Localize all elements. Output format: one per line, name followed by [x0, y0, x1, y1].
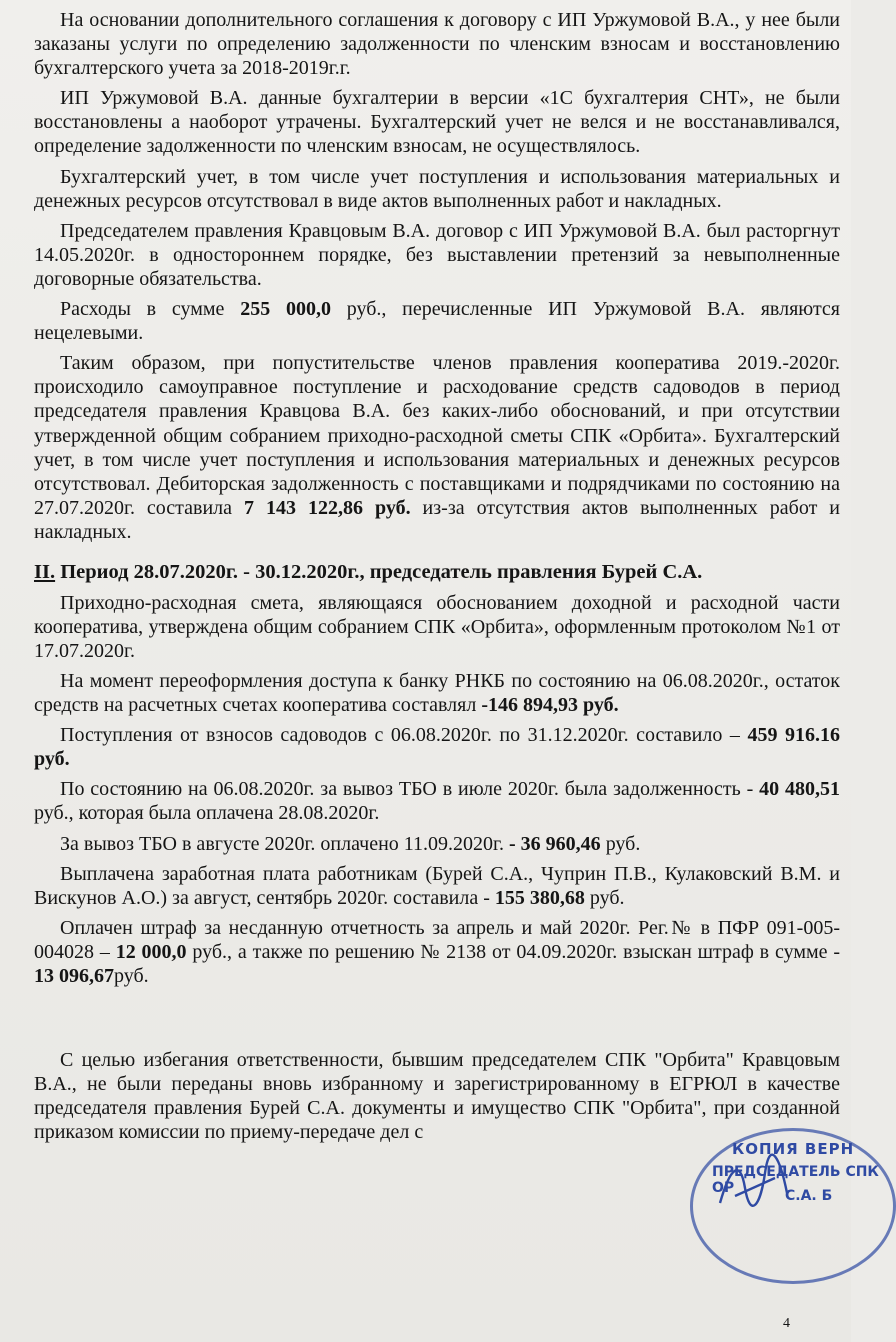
- stamp-line-2: ПРЕДСЕДАТЕЛЬ СПК ОР: [712, 1164, 879, 1196]
- text-span: руб.: [600, 832, 641, 855]
- text-span: Выплачена заработная плата работникам (Бурей С.А., Чуприн П.В., Кулаковский В.М. и Вискунов А.О.) за август, сентябрь 2020г. составила -: [34, 862, 840, 909]
- paragraph-3: Бухгалтерский учет, в том числе учет поступления и использования материальных и денежных ресурсов отсутствовал в виде актов выполненных работ и накладных.: [34, 165, 840, 212]
- section-paragraph-7: [34, 916, 840, 988]
- paragraph-6: [34, 351, 840, 544]
- amount-tbo-august: - 36 960,46: [509, 832, 601, 855]
- amount-255000: 255 000,0: [240, 298, 331, 321]
- section-number: II.: [34, 560, 56, 583]
- text-span: из-за отсутствия актов выполненных работ и накладных.: [34, 496, 840, 543]
- paragraph-2: ИП Уржумовой В.А. данные бухгалтерии в версии «1С бухгалтерия СНТ», не были восстановлены а наоборот утрачены. Бухгалтерский учет не велся и не восстанавливался, определение задолженности по членским взносам, не осуществлялось.: [34, 87, 840, 158]
- section-heading: [34, 560, 840, 585]
- text-span: За вывоз ТБО в августе 2020г. оплачено 11.09.2020г.: [60, 832, 510, 855]
- paragraph-5: [34, 297, 840, 345]
- text-span: Поступления от взносов садоводов с 06.08.2020г. по 31.12.2020г. составило –: [60, 724, 748, 747]
- document-body: [34, 8, 840, 1150]
- amount-fine-2: 13 096,67: [34, 964, 114, 987]
- amount-receivables: 7 143 122,86 руб.: [244, 496, 411, 519]
- section-paragraph-6: [34, 862, 840, 910]
- amount-balance: -146 894,93 руб.: [481, 694, 619, 717]
- text-span: По состоянию на 06.08.2020г. за вывоз ТБО в июле 2020г. была задолженность -: [60, 778, 760, 801]
- paragraph-1: На основании дополнительного соглашения к договору с ИП Уржумовой В.А., у нее были заказаны услуги по определению задолженности по членским взносам и восстановлению бухгалтерского учета за 2018-2019г.г.: [34, 9, 840, 80]
- section-title: Период 28.07.2020г. - 30.12.2020г., председатель правления Бурей С.А.: [55, 560, 703, 583]
- amount-receipts: 459 916.16 руб.: [34, 724, 840, 771]
- text-span: руб., перечисленные ИП Уржумовой В.А. являются нецелевыми.: [34, 298, 841, 345]
- section-paragraph-2: [34, 669, 840, 717]
- text-span: руб., а также по решению № 2138 от 04.09.2020г. взыскан штраф в сумме -: [186, 940, 841, 963]
- signature-icon: [715, 1148, 795, 1218]
- text-span: руб., которая была оплачена 28.08.2020г.: [34, 802, 380, 825]
- text-span: Оплачен штраф за несданную отчетность за апрель и май 2020г. Рег.№ в ПФР 091-005-004028 –: [34, 916, 840, 963]
- stamp-line-1: КОПИЯ ВЕРН: [732, 1140, 855, 1158]
- amount-fine-1: 12 000,0: [115, 940, 187, 963]
- section-paragraph-5: [34, 832, 840, 856]
- text-span: На момент переоформления доступа к банку РНКБ по состоянию на 06.08.2020г., остаток средств на расчетных счетах кооператива составлял: [34, 669, 840, 717]
- section-paragraph-4: [34, 777, 840, 825]
- final-paragraph: С целью избегания ответственности, бывшим председателем СПК "Орбита" Кравцовым В.А., не были переданы вновь избранному и зарегистрированному в ЕГРЮЛ в качестве председателя правления Бурей С.А. документы и имущество СПК "Орбита", при созданной приказом комиссии по приему-передаче дел с: [34, 1049, 840, 1144]
- text-span: руб.: [114, 964, 149, 987]
- text-span: Таким образом, при попустительстве членов правления кооператива 2019.-2020г. происходило самоуправное поступление и расходование средств садоводов в период председателя правления Кравцова В.А. без каких-либо обоснований, и при отсутствии утвержденной общим собранием приходно-расходной сметы СПК «Орбита». Бухгалтерский учет, в том числе учет поступления и использования материальных и денежных ресурсов отсутствовал. Дебиторская задолженность с поставщиками и подрядчиками по состоянию на 27.07.2020г. составила: [34, 352, 840, 519]
- page-number: 4: [783, 1316, 790, 1331]
- text-span: руб.: [584, 886, 625, 909]
- section-paragraph-1: Приходно-расходная смета, являющаяся обоснованием доходной и расходной части кооператива, утверждена общим собранием СПК «Орбита», оформленным протоколом №1 от 17.07.2020г.: [34, 591, 840, 662]
- paragraph-4: Председателем правления Кравцовым В.А. договор с ИП Уржумовой В.А. был расторгнут 14.05.2020г. в одностороннем порядке, без выставлении претензий за невыполненные договорные обязательства.: [34, 219, 840, 290]
- text-span: Расходы в сумме: [60, 298, 241, 321]
- amount-tbo-debt: 40 480,51: [759, 778, 840, 801]
- amount-salary: 155 380,68: [494, 886, 585, 909]
- stamp-line-3: С.А. Б: [785, 1188, 833, 1204]
- section-paragraph-3: [34, 723, 840, 771]
